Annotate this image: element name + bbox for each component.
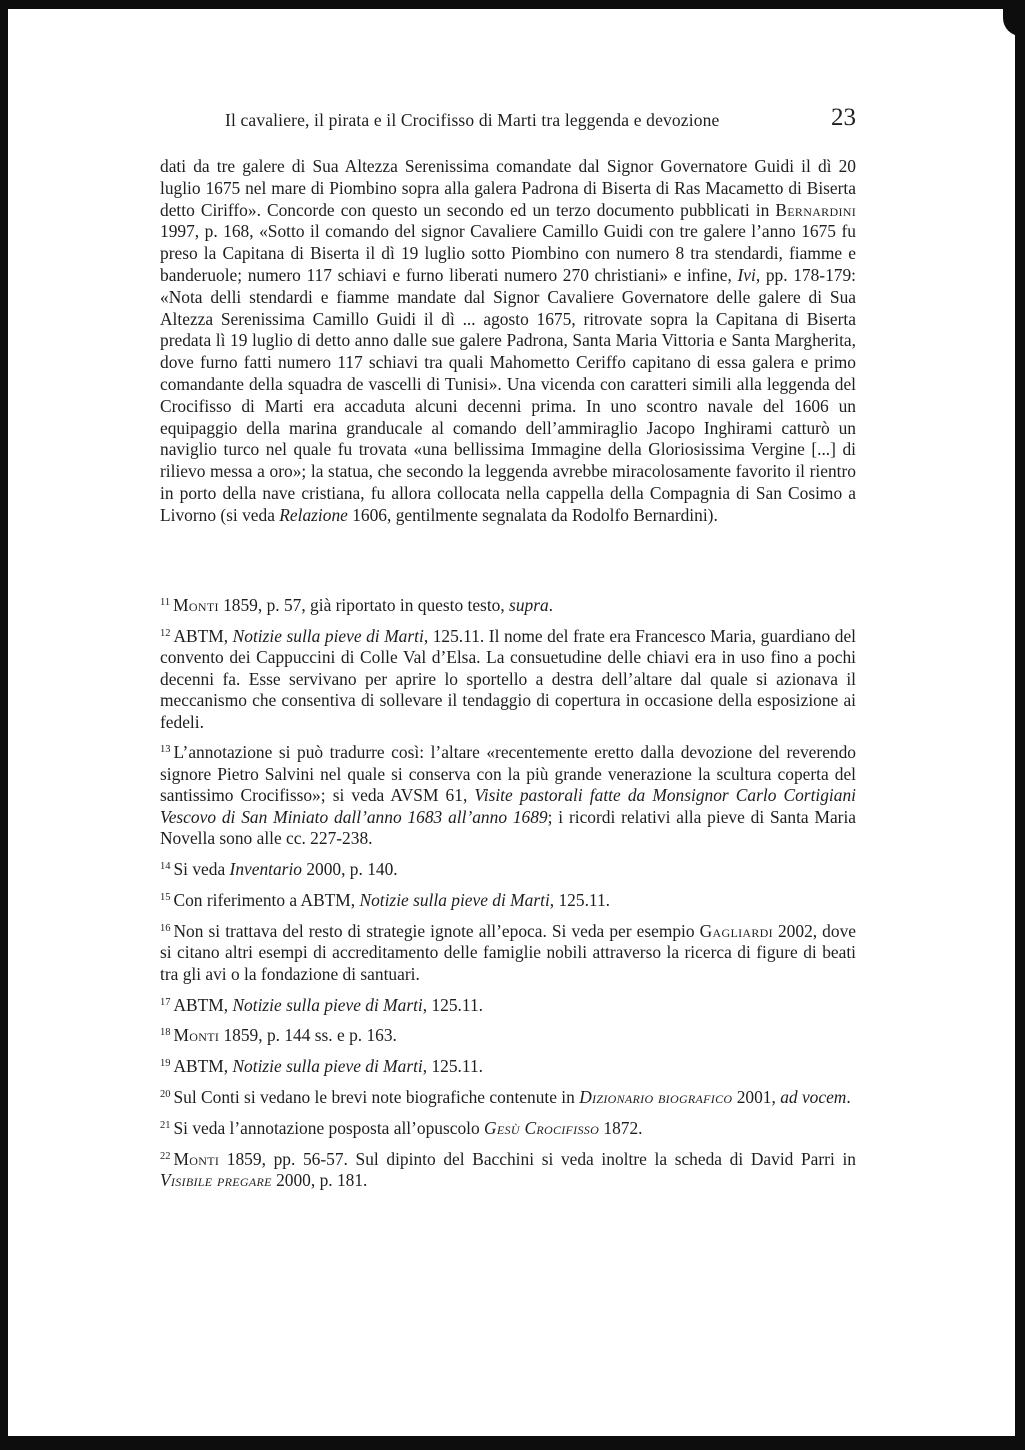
text-run: , pp. 178-179: «Nota delli stendardi e fiamme mandate dal Signor Cavaliere Governatore delle galere di Sua Altezza Serenissima Camillo Guidi il dì ... agosto 1675, ritrovate sopra la Capitana di Biserta predata lì 19 luglio di detto anno dalle sue galere Padrona, Santa Maria Vittoria e Santa Margherita, dove furno fatti numero 117 schiavi tra quali Mahometto Ceriffo capitano di essa galera e primo comandante della squadra de vascelli di Tunisi». Una vicenda con caratteri simili alla leggenda del Crocifisso di Marti era accaduta alcuni decenni prima. In uno scontro navale del 1606 un equipaggio della marina granducale al comando dell’ammiraglio Jacopo Inghirami catturò un naviglio turco nel quale fu trovata «una bellissima Immagine della Gloriosissima Vergine [...] di rilievo messa a oro»; la statua, che secondo la leggenda avrebbe miracolosamente favorito il rientro in porto della nave cristiana, fu allora collocata nella cappella della Compagnia di San Cosimo a Livorno (si veda (160, 264, 857, 525)
italic-citation: Visite pastorali fatte da Monsignor Carlo Cortigiani Vescovo di San Miniato dall’anno 1683 all’anno 1689 (160, 785, 856, 827)
footnote-number: 12 (160, 627, 171, 639)
footnote-number: 15 (160, 891, 171, 903)
text-run: 2000, p. 181. (271, 1170, 368, 1191)
italic-smallcaps-citation: Visibile pregare (160, 1170, 272, 1191)
author-citation: Monti (173, 1025, 220, 1046)
text-run: . (846, 1087, 851, 1108)
footnotes (160, 595, 856, 1201)
text-run: 2002, dove si citano altri esempi di accreditamento delle famiglie nobili attraverso la ricerca di figure di beati tra gli avi o la fondazione di santuari. (160, 920, 856, 984)
text-run: dati da tre galere di Sua Altezza Serenissima comandate dal Signor Governatore Guidi il dì 20 luglio 1675 nel mare di Piombino sopra alla galera Padrona di Biserta di Ras Macametto di Biserta detto Ciriffo». Concorde con questo un secondo ed un terzo documento pubblicati in (160, 156, 856, 220)
text-run: Si veda l’annotazione posposta all’opuscolo (173, 1118, 485, 1139)
text-run: ABTM, (173, 1056, 233, 1077)
italic-citation: Relazione (279, 504, 348, 525)
footnote-number: 21 (160, 1120, 171, 1132)
text-run: Non si trattava del resto di strategie ignote all’epoca. Si veda per esempio (173, 920, 700, 941)
text-run: Con riferimento a ABTM, (173, 889, 360, 910)
scan-corner-shadow (1003, 0, 1025, 36)
text-run: 1872. (599, 1118, 643, 1139)
text-run: 2000, p. 140. (301, 858, 398, 879)
text-run: Si veda (173, 858, 230, 879)
footnote-number: 22 (160, 1151, 171, 1163)
text-run: , 125.11. Il nome del frate era Francesco Maria, guardiano del convento dei Cappuccini di Colle Val d’Elsa. La consuetudine delle chiavi era in uso fino a pochi decenni fa. Esse servivano per aprire lo sportello a destra dell’altare dal quale si azionava il meccanismo che consentiva di sollevare il tendaggio di copertura in occasione della esposizione ai fedeli. (160, 625, 856, 732)
footnote-11 (160, 595, 856, 616)
author-citation: Monti (173, 595, 219, 615)
text-run: 1997, p. 168, «Sotto il comando del signor Cavaliere Camillo Guidi con tre galere l’anno 1675 fu preso la Capitana di Biserta il dì 19 luglio sotto Piombino con numero 8 tra stendardi, fiamme e banderuole; numero 117 schiavi e furno liberati numero 270 christiani» e infine, (160, 221, 856, 285)
italic-citation: Inventario (229, 858, 302, 879)
footnote-number: 11 (160, 597, 171, 608)
italic-citation: ad vocem (780, 1087, 847, 1108)
footnote-17 (160, 995, 856, 1016)
text-run: 1606, gentilmente segnalata da Rodolfo Bernardini). (347, 504, 718, 525)
footnote-21 (160, 1118, 856, 1139)
footnote-22 (160, 1149, 856, 1192)
italic-smallcaps-citation: Gesù Crocifisso (484, 1118, 600, 1139)
text-run: 2001, (732, 1087, 781, 1108)
text-run: Sul Conti si vedano le brevi note biografiche contenute in (173, 1087, 580, 1108)
author-citation: Bernardini (775, 199, 856, 220)
footnote-number: 14 (160, 860, 171, 872)
footnote-14 (160, 859, 856, 880)
footnote-12 (160, 626, 856, 733)
footnote-10-continuation (160, 156, 856, 527)
footnote-15 (160, 890, 856, 911)
italic-citation: supra (509, 595, 549, 615)
author-citation: Monti (173, 1149, 220, 1170)
text-run: ABTM, (173, 994, 233, 1015)
italic-smallcaps-citation: Dizionario biografico (579, 1087, 733, 1108)
footnote-20 (160, 1087, 856, 1108)
author-citation: Gagliardi (699, 920, 773, 941)
footnote-19 (160, 1056, 856, 1077)
text-run: L’annotazione si può tradurre così: l’altare «recentemente eretto dalla devozione del reverendo signore Pietro Salvini nel quale si conserva con la più grande venerazione la scultura coperta del santissimo Crocifisso»; si veda AVSM 61, (160, 742, 856, 806)
footnote-number: 13 (160, 744, 171, 756)
text-run: 1859, p. 144 ss. e p. 163. (219, 1025, 397, 1046)
footnote-18 (160, 1025, 856, 1046)
page-number: 23 (831, 104, 856, 131)
text-run: . (548, 595, 554, 615)
footnote-13 (160, 742, 856, 849)
italic-citation: Notizie sulla pieve di Marti (232, 994, 423, 1015)
running-header (160, 104, 856, 140)
italic-citation: Notizie sulla pieve di Marti (359, 889, 550, 910)
footnote-number: 20 (160, 1089, 171, 1101)
footnote-number: 19 (160, 1058, 171, 1070)
text-run: ABTM, (173, 625, 233, 646)
footnote-number: 17 (160, 996, 171, 1008)
footnote-number: 18 (160, 1027, 171, 1039)
text-run: , 125.11. (422, 1056, 483, 1077)
text-run: ; i ricordi relativi alla pieve di Santa Maria Novella sono alle cc. 227-238. (160, 806, 857, 849)
text-run: , 125.11. (422, 994, 483, 1015)
italic-citation: Ivi (737, 264, 756, 285)
italic-citation: Notizie sulla pieve di Marti (232, 625, 424, 646)
text-run: 1859, pp. 56-57. Sul dipinto del Bacchini si veda inoltre la scheda di David Parri in (219, 1149, 856, 1170)
text-run: 1859, p. 57, già riportato in questo testo, (218, 595, 510, 615)
running-title: Il cavaliere, il pirata e il Crocifisso di Marti tra leggenda e devozione (225, 110, 720, 130)
footnote-16 (160, 921, 856, 985)
text-run: , 125.11. (549, 889, 611, 910)
footnote-number: 16 (160, 922, 171, 934)
italic-citation: Notizie sulla pieve di Marti (232, 1056, 423, 1077)
